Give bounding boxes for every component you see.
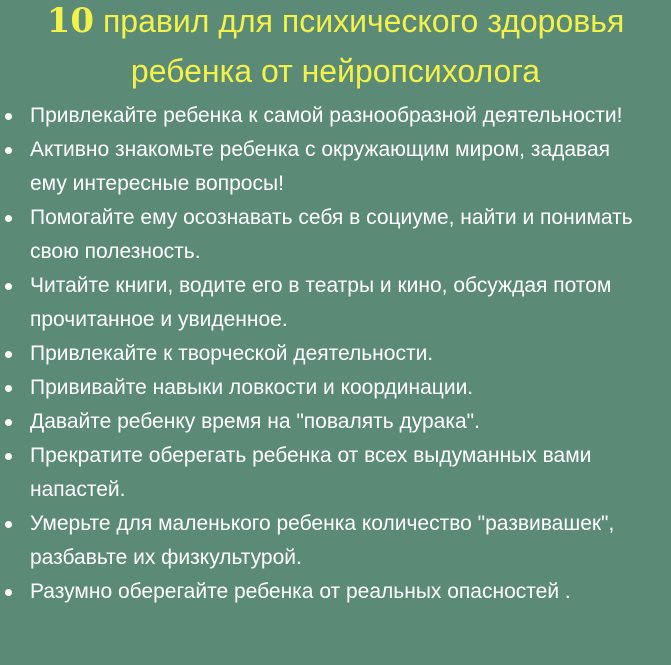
bullet-icon <box>5 453 12 460</box>
bullet-icon <box>5 215 12 222</box>
rule-text: Привлекайте к творческой деятельности. <box>30 342 434 365</box>
list-item <box>0 371 671 405</box>
list-item <box>0 405 671 439</box>
list-item <box>0 201 671 269</box>
list-item <box>0 439 671 507</box>
title-line-1 <box>0 2 671 40</box>
bullet-icon <box>5 385 12 392</box>
title-line-1-text: правил для психического здоровья <box>102 3 625 39</box>
bullet-icon <box>5 283 12 290</box>
title-number: 10 <box>46 1 95 41</box>
rule-text: Прививайте навыки ловкости и координации. <box>30 376 474 399</box>
title-line-2: ребенка от нейропсихолога <box>130 53 541 89</box>
list-item <box>0 99 671 133</box>
list-item <box>0 133 671 201</box>
list-item <box>0 337 671 371</box>
bullet-icon <box>5 419 12 426</box>
bullet-icon <box>5 589 12 596</box>
rule-text: Привлекайте ребенка к самой разнообразной деятельности! <box>30 104 623 127</box>
rules-list <box>0 99 671 609</box>
rule-text: Умерьте для маленького ребенка количество "развивашек", разбавьте их физкультурой. <box>30 512 615 569</box>
bullet-icon <box>5 521 12 528</box>
rule-text: Разумно оберегайте ребенка от реальных опасностей . <box>30 580 571 603</box>
list-item <box>0 507 671 575</box>
rule-text: Помогайте ему осознавать себя в социуме, найти и понимать свою полезность. <box>30 206 633 263</box>
rule-text: Прекратите оберегать ребенка от всех выдуманных вами напастей. <box>30 444 592 501</box>
rule-text: Давайте ребенку время на "повалять дурака". <box>30 410 480 433</box>
rule-text: Читайте книги, водите его в театры и кино, обсуждая потом прочитанное и увиденное. <box>30 274 612 331</box>
list-item <box>0 575 671 609</box>
list-item <box>0 269 671 337</box>
rule-text: Активно знакомьте ребенка с окружающим миром, задавая ему интересные вопросы! <box>30 138 611 195</box>
bullet-icon <box>5 147 12 154</box>
bullet-icon <box>5 351 12 358</box>
bullet-icon <box>5 113 12 120</box>
